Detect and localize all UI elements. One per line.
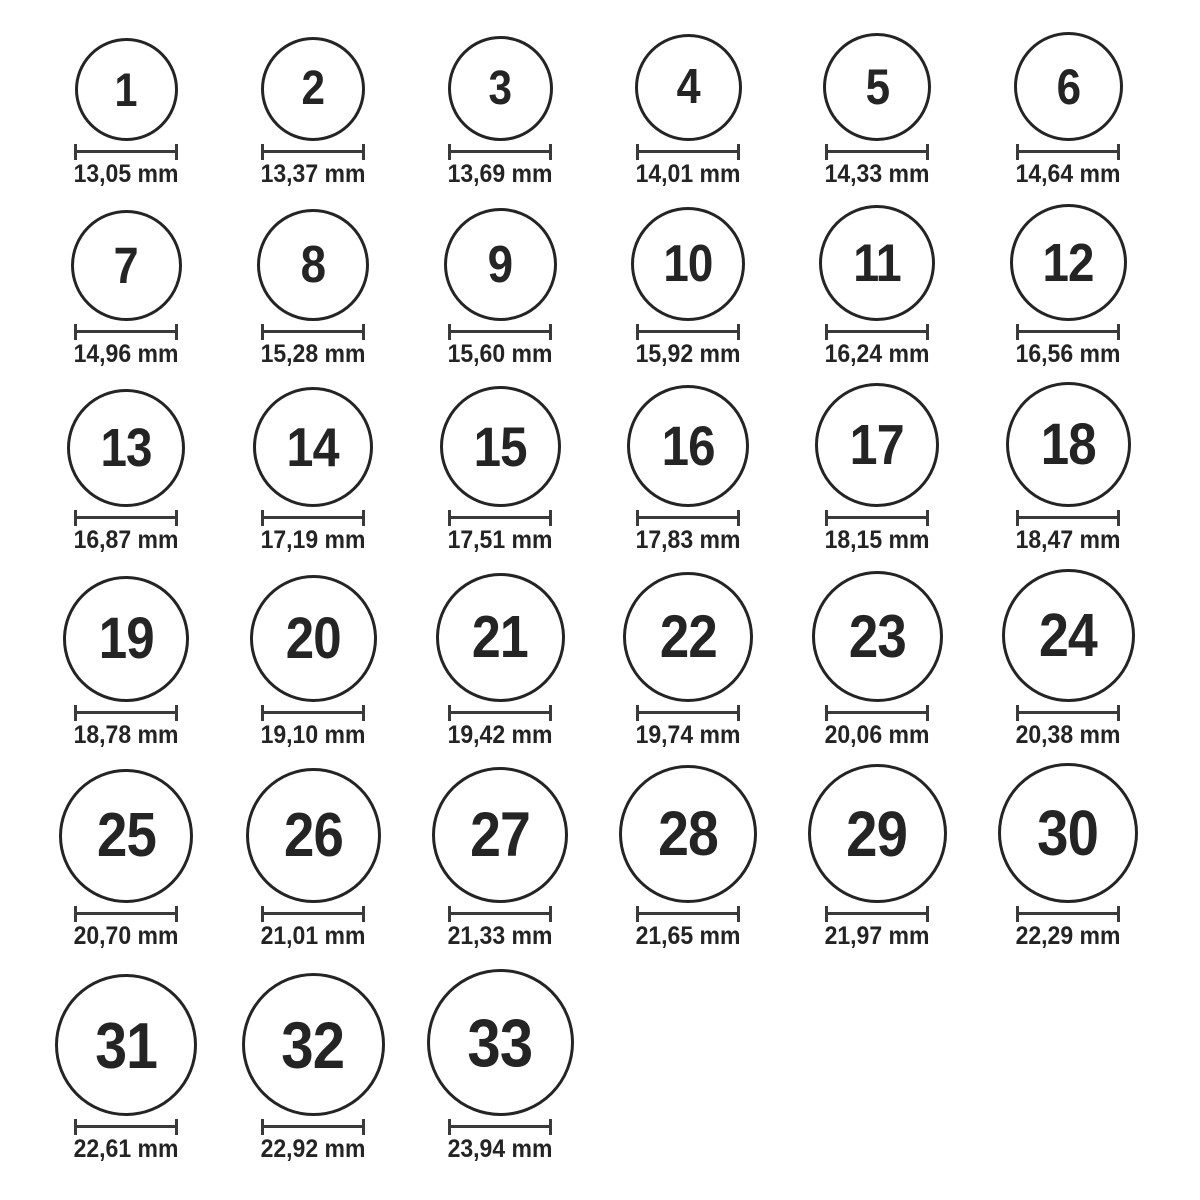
measure-end-tick bbox=[636, 144, 639, 160]
ring-circle bbox=[427, 969, 574, 1116]
measure-end-tick bbox=[1016, 324, 1019, 340]
ring-circle bbox=[627, 385, 749, 507]
ring-circle bbox=[71, 210, 182, 321]
measure-end-tick bbox=[74, 324, 77, 340]
measure-end-tick bbox=[549, 705, 552, 721]
measure-end-tick bbox=[636, 324, 639, 340]
measure-end-tick bbox=[175, 324, 178, 340]
ring-size-number: 26 bbox=[283, 800, 343, 870]
ring-circle bbox=[1002, 569, 1135, 702]
measure-bar bbox=[1016, 912, 1120, 915]
measure-bar bbox=[261, 330, 365, 333]
diameter-label: 21,01 mm bbox=[260, 922, 366, 950]
diameter-measure-line bbox=[448, 705, 552, 721]
diameter-measure-line bbox=[74, 705, 178, 721]
measure-end-tick bbox=[549, 1119, 552, 1135]
diameter-label: 22,29 mm bbox=[1015, 922, 1121, 950]
measure-bar bbox=[448, 912, 552, 915]
measure-end-tick bbox=[926, 144, 929, 160]
measure-bar bbox=[636, 516, 740, 519]
ring-circle bbox=[261, 37, 365, 141]
measure-end-tick bbox=[1117, 906, 1120, 922]
measure-bar bbox=[1016, 150, 1120, 153]
diameter-measure-line bbox=[825, 906, 929, 922]
ring-circle bbox=[812, 571, 943, 702]
diameter-label: 21,65 mm bbox=[635, 922, 741, 950]
ring-size-number: 14 bbox=[286, 415, 340, 478]
diameter-label: 21,97 mm bbox=[824, 922, 930, 950]
measure-end-tick bbox=[448, 906, 451, 922]
measure-end-tick bbox=[74, 510, 77, 526]
diameter-label: 21,33 mm bbox=[447, 922, 553, 950]
measure-end-tick bbox=[825, 510, 828, 526]
ring-size-number: 31 bbox=[95, 1008, 157, 1082]
diameter-label: 17,83 mm bbox=[635, 526, 741, 554]
measure-end-tick bbox=[737, 510, 740, 526]
diameter-measure-line bbox=[448, 1119, 552, 1135]
ring-size-number: 6 bbox=[1056, 58, 1080, 115]
measure-end-tick bbox=[636, 510, 639, 526]
ring-circle bbox=[246, 768, 381, 903]
ring-circle bbox=[250, 575, 377, 702]
measure-end-tick bbox=[1117, 144, 1120, 160]
ring-circle bbox=[67, 389, 185, 507]
ring-size-number: 27 bbox=[470, 799, 530, 870]
measure-end-tick bbox=[362, 144, 365, 160]
diameter-measure-line bbox=[74, 1119, 178, 1135]
ring-size-number: 9 bbox=[487, 235, 513, 294]
measure-end-tick bbox=[926, 906, 929, 922]
ring-size-number: 28 bbox=[658, 798, 718, 869]
ring-circle bbox=[635, 34, 742, 141]
measure-bar bbox=[636, 150, 740, 153]
ring-circle bbox=[619, 765, 757, 903]
measure-end-tick bbox=[549, 510, 552, 526]
measure-end-tick bbox=[926, 705, 929, 721]
diameter-measure-line bbox=[261, 144, 365, 160]
diameter-measure-line bbox=[1016, 324, 1120, 340]
ring-size-number: 10 bbox=[663, 235, 713, 293]
measure-end-tick bbox=[1117, 510, 1120, 526]
diameter-label: 13,05 mm bbox=[73, 160, 179, 188]
diameter-label: 16,56 mm bbox=[1015, 340, 1121, 368]
ring-size-number: 22 bbox=[659, 603, 717, 670]
diameter-label: 19,74 mm bbox=[635, 721, 741, 749]
ring-size-number: 30 bbox=[1037, 797, 1099, 869]
measure-bar bbox=[74, 912, 178, 915]
ring-circle bbox=[436, 573, 565, 702]
ring-circle bbox=[253, 387, 373, 507]
measure-bar bbox=[825, 150, 929, 153]
diameter-measure-line bbox=[1016, 906, 1120, 922]
ring-size-number: 17 bbox=[849, 412, 905, 477]
measure-end-tick bbox=[74, 906, 77, 922]
measure-end-tick bbox=[261, 324, 264, 340]
measure-end-tick bbox=[737, 324, 740, 340]
diameter-measure-line bbox=[261, 1119, 365, 1135]
ring-circle bbox=[1014, 32, 1123, 141]
measure-end-tick bbox=[1016, 510, 1019, 526]
measure-bar bbox=[825, 912, 929, 915]
ring-size-number: 1 bbox=[114, 63, 138, 116]
diameter-measure-line bbox=[825, 324, 929, 340]
measure-end-tick bbox=[448, 1119, 451, 1135]
diameter-measure-line bbox=[1016, 705, 1120, 721]
measure-bar bbox=[825, 711, 929, 714]
ring-size-number: 12 bbox=[1042, 232, 1094, 293]
measure-end-tick bbox=[1016, 144, 1019, 160]
measure-end-tick bbox=[175, 510, 178, 526]
diameter-label: 23,94 mm bbox=[447, 1135, 553, 1163]
measure-end-tick bbox=[362, 906, 365, 922]
diameter-label: 19,42 mm bbox=[447, 721, 553, 749]
ring-size-number: 15 bbox=[473, 414, 527, 478]
measure-end-tick bbox=[926, 510, 929, 526]
ring-circle bbox=[1006, 382, 1131, 507]
measure-bar bbox=[74, 150, 178, 153]
diameter-measure-line bbox=[261, 906, 365, 922]
diameter-label: 17,19 mm bbox=[260, 526, 366, 554]
measure-end-tick bbox=[261, 906, 264, 922]
diameter-label: 14,96 mm bbox=[73, 340, 179, 368]
ring-circle bbox=[63, 576, 189, 702]
diameter-measure-line bbox=[825, 144, 929, 160]
ring-size-number: 7 bbox=[113, 237, 139, 294]
measure-end-tick bbox=[175, 1119, 178, 1135]
measure-end-tick bbox=[448, 510, 451, 526]
ring-size-number: 4 bbox=[676, 60, 700, 114]
measure-end-tick bbox=[825, 144, 828, 160]
diameter-label: 16,24 mm bbox=[824, 340, 930, 368]
diameter-label: 18,47 mm bbox=[1015, 526, 1121, 554]
measure-bar bbox=[261, 1125, 365, 1128]
diameter-measure-line bbox=[448, 906, 552, 922]
measure-bar bbox=[1016, 516, 1120, 519]
ring-size-number: 11 bbox=[853, 233, 901, 293]
measure-end-tick bbox=[448, 705, 451, 721]
measure-end-tick bbox=[636, 705, 639, 721]
measure-end-tick bbox=[1016, 705, 1019, 721]
ring-circle bbox=[257, 209, 369, 321]
ring-size-number: 21 bbox=[471, 604, 528, 670]
measure-bar bbox=[261, 150, 365, 153]
diameter-label: 22,92 mm bbox=[260, 1135, 366, 1163]
ring-size-number: 3 bbox=[488, 61, 512, 115]
diameter-label: 14,64 mm bbox=[1015, 160, 1121, 188]
diameter-label: 14,01 mm bbox=[635, 160, 741, 188]
diameter-measure-line bbox=[636, 144, 740, 160]
measure-end-tick bbox=[737, 144, 740, 160]
measure-end-tick bbox=[74, 144, 77, 160]
diameter-measure-line bbox=[825, 510, 929, 526]
diameter-measure-line bbox=[636, 705, 740, 721]
diameter-measure-line bbox=[448, 324, 552, 340]
measure-bar bbox=[74, 330, 178, 333]
diameter-measure-line bbox=[636, 906, 740, 922]
ring-size-number: 23 bbox=[848, 602, 906, 670]
measure-end-tick bbox=[175, 906, 178, 922]
diameter-label: 15,28 mm bbox=[260, 340, 366, 368]
measure-bar bbox=[825, 330, 929, 333]
ring-size-number: 8 bbox=[300, 236, 326, 294]
measure-end-tick bbox=[448, 324, 451, 340]
ring-circle bbox=[815, 383, 939, 507]
diameter-measure-line bbox=[636, 324, 740, 340]
measure-bar bbox=[636, 912, 740, 915]
measure-bar bbox=[448, 1125, 552, 1128]
measure-end-tick bbox=[362, 510, 365, 526]
ring-circle bbox=[75, 38, 178, 141]
measure-end-tick bbox=[737, 705, 740, 721]
ring-size-number: 25 bbox=[96, 801, 156, 870]
measure-end-tick bbox=[261, 705, 264, 721]
diameter-label: 13,69 mm bbox=[447, 160, 553, 188]
measure-bar bbox=[636, 711, 740, 714]
measure-end-tick bbox=[261, 1119, 264, 1135]
ring-circle bbox=[623, 572, 753, 702]
measure-bar bbox=[261, 912, 365, 915]
diameter-label: 15,92 mm bbox=[635, 340, 741, 368]
measure-end-tick bbox=[1117, 324, 1120, 340]
measure-end-tick bbox=[362, 705, 365, 721]
ring-circle bbox=[59, 769, 193, 903]
diameter-measure-line bbox=[74, 510, 178, 526]
diameter-label: 18,15 mm bbox=[824, 526, 930, 554]
diameter-label: 22,61 mm bbox=[73, 1135, 179, 1163]
measure-end-tick bbox=[825, 705, 828, 721]
ring-size-number: 2 bbox=[301, 62, 325, 115]
diameter-measure-line bbox=[74, 144, 178, 160]
diameter-label: 20,38 mm bbox=[1015, 721, 1121, 749]
measure-bar bbox=[74, 516, 178, 519]
measure-end-tick bbox=[636, 906, 639, 922]
measure-end-tick bbox=[175, 705, 178, 721]
measure-end-tick bbox=[825, 324, 828, 340]
ring-size-number: 20 bbox=[285, 605, 341, 671]
ring-circle bbox=[444, 208, 557, 321]
measure-end-tick bbox=[74, 1119, 77, 1135]
measure-bar bbox=[1016, 330, 1120, 333]
diameter-measure-line bbox=[1016, 510, 1120, 526]
diameter-measure-line bbox=[261, 324, 365, 340]
ring-size-number: 5 bbox=[865, 59, 889, 115]
ring-circle bbox=[242, 973, 385, 1116]
ring-circle bbox=[1010, 204, 1127, 321]
diameter-measure-line bbox=[448, 510, 552, 526]
diameter-label: 18,78 mm bbox=[73, 721, 179, 749]
measure-end-tick bbox=[74, 705, 77, 721]
measure-bar bbox=[448, 516, 552, 519]
diameter-measure-line bbox=[448, 144, 552, 160]
diameter-measure-line bbox=[261, 510, 365, 526]
measure-end-tick bbox=[549, 906, 552, 922]
diameter-label: 17,51 mm bbox=[447, 526, 553, 554]
diameter-measure-line bbox=[825, 705, 929, 721]
ring-circle bbox=[823, 33, 931, 141]
measure-bar bbox=[74, 711, 178, 714]
measure-bar bbox=[448, 711, 552, 714]
measure-end-tick bbox=[825, 906, 828, 922]
measure-end-tick bbox=[362, 324, 365, 340]
diameter-label: 20,70 mm bbox=[73, 922, 179, 950]
diameter-measure-line bbox=[636, 510, 740, 526]
measure-bar bbox=[1016, 711, 1120, 714]
measure-bar bbox=[448, 330, 552, 333]
measure-end-tick bbox=[737, 906, 740, 922]
ring-size-number: 32 bbox=[281, 1007, 345, 1082]
ring-circle bbox=[448, 36, 553, 141]
measure-end-tick bbox=[448, 144, 451, 160]
diameter-label: 20,06 mm bbox=[824, 721, 930, 749]
ring-size-number: 33 bbox=[467, 1004, 533, 1081]
ring-circle bbox=[55, 974, 197, 1116]
ring-size-number: 29 bbox=[846, 797, 908, 870]
measure-end-tick bbox=[1016, 906, 1019, 922]
measure-end-tick bbox=[549, 324, 552, 340]
ring-size-number: 24 bbox=[1039, 601, 1097, 669]
diameter-measure-line bbox=[261, 705, 365, 721]
ring-circle bbox=[440, 386, 561, 507]
ring-circle bbox=[631, 207, 745, 321]
ring-size-number: 19 bbox=[98, 606, 154, 671]
diameter-label: 13,37 mm bbox=[260, 160, 366, 188]
ring-circle bbox=[432, 767, 568, 903]
measure-end-tick bbox=[261, 144, 264, 160]
ring-size-number: 18 bbox=[1040, 411, 1096, 477]
ring-size-number: 13 bbox=[100, 418, 152, 478]
diameter-label: 19,10 mm bbox=[260, 721, 366, 749]
ring-circle bbox=[808, 764, 947, 903]
measure-end-tick bbox=[261, 510, 264, 526]
measure-end-tick bbox=[549, 144, 552, 160]
measure-end-tick bbox=[362, 1119, 365, 1135]
ring-circle bbox=[819, 205, 935, 321]
diameter-label: 14,33 mm bbox=[824, 160, 930, 188]
measure-bar bbox=[261, 516, 365, 519]
diameter-measure-line bbox=[1016, 144, 1120, 160]
measure-bar bbox=[74, 1125, 178, 1128]
diameter-measure-line bbox=[74, 906, 178, 922]
ring-size-number: 16 bbox=[661, 414, 715, 477]
measure-bar bbox=[636, 330, 740, 333]
measure-bar bbox=[261, 711, 365, 714]
measure-bar bbox=[448, 150, 552, 153]
diameter-label: 15,60 mm bbox=[447, 340, 553, 368]
measure-bar bbox=[825, 516, 929, 519]
diameter-measure-line bbox=[74, 324, 178, 340]
ring-circle bbox=[998, 763, 1138, 903]
measure-end-tick bbox=[1117, 705, 1120, 721]
diameter-label: 16,87 mm bbox=[73, 526, 179, 554]
measure-end-tick bbox=[926, 324, 929, 340]
measure-end-tick bbox=[175, 144, 178, 160]
